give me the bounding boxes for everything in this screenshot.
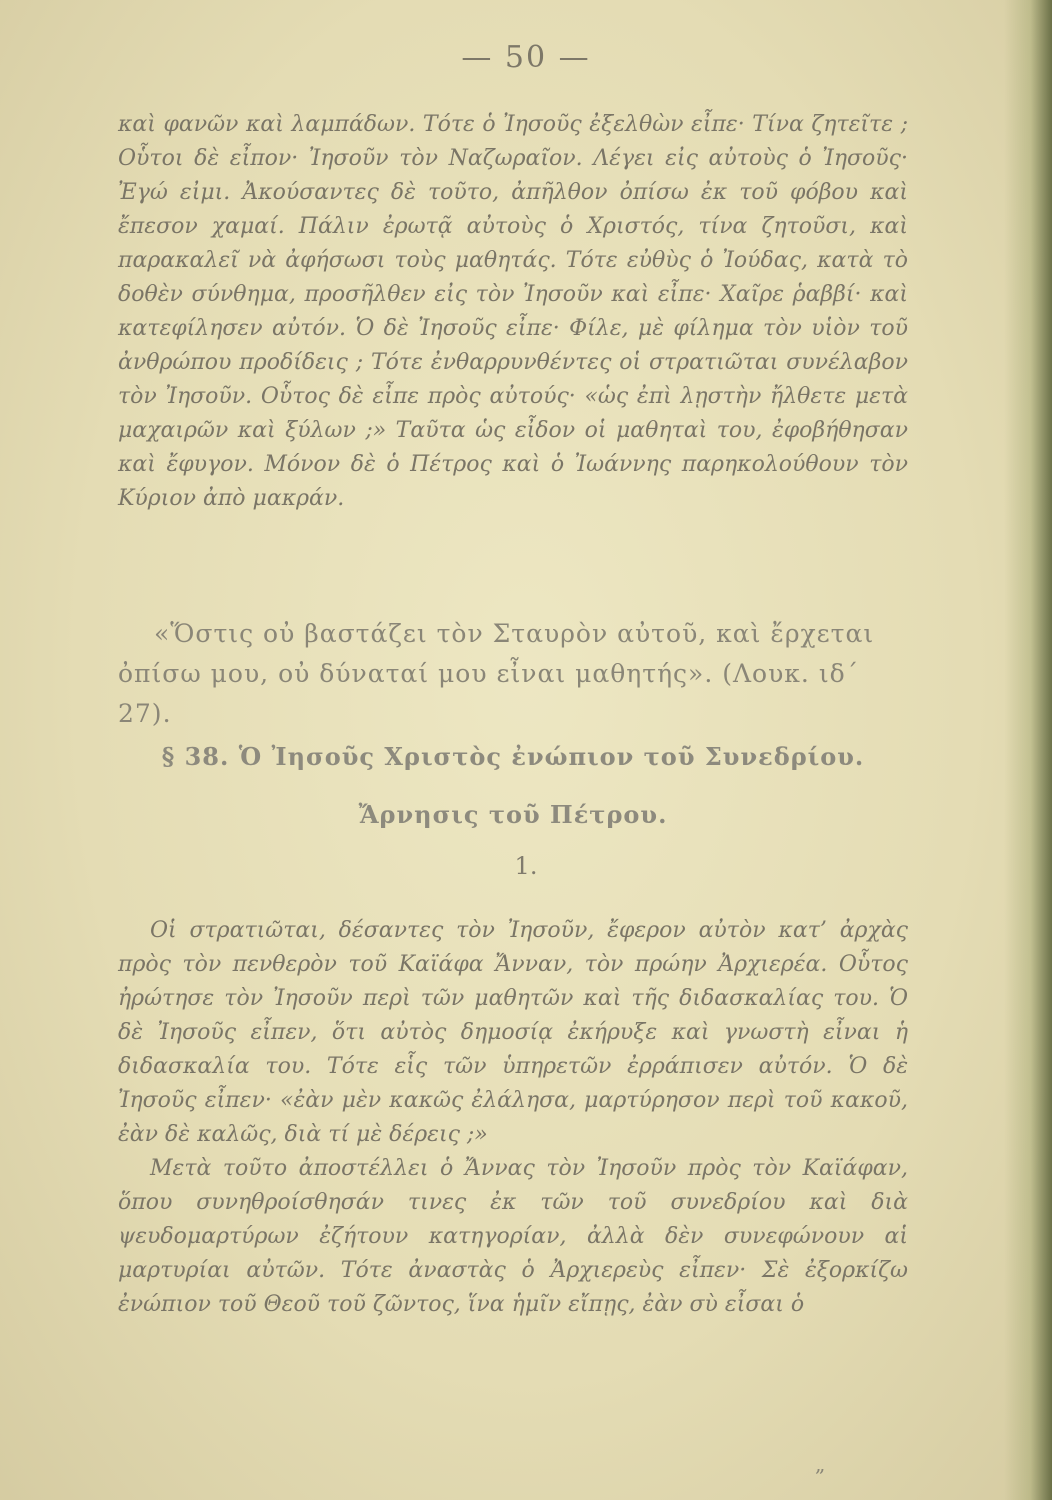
section-title: § 38. Ὁ Ἰησοῦς Χριστὸς ἐνώπιον τοῦ Συνεδρίου.	[161, 742, 865, 771]
body-text-bottom	[118, 914, 908, 1322]
page-binding-edge	[1004, 0, 1052, 1500]
footer-mark: „	[815, 1452, 826, 1476]
section-subtitle: Ἄρνησις τοῦ Πέτρου.	[358, 800, 668, 829]
paragraph-arrest: καὶ φανῶν καὶ λαμπάδων. Τότε ὁ Ἰησοῦς ἐξελθὼν εἶπε· Τίνα ζητεῖτε ; Οὗτοι δὲ εἶπον· Ἰησοῦν τὸν Ναζωραῖον. Λέγει εἰς αὐτοὺς ὁ Ἰησοῦς· Ἐγώ εἰμι. Ἀκούσαντες δὲ τοῦτο, ἀπῆλθον ὀπίσω ἐκ τοῦ φόβου καὶ ἔπεσον χαμαί. Πάλιν ἐρωτᾷ αὐτοὺς ὁ Χριστός, τίνα ζητοῦσι, καὶ παρακαλεῖ νὰ ἀφήσωσι τοὺς μαθητάς. Τότε εὐθὺς ὁ Ἰούδας, κατὰ τὸ δοθὲν σύνθημα, προσῆλθεν εἰς τὸν Ἰησοῦν καὶ εἶπε· Χαῖρε ῥαββί· καὶ κατεφίλησεν αὐτόν. Ὁ δὲ Ἰησοῦς εἶπε· Φίλε, μὲ φίλημα τὸν υἱὸν τοῦ ἀνθρώπου προδίδεις ; Τότε ἐνθαρρυνθέντες οἱ στρατιῶται συνέλαβον τὸν Ἰησοῦν. Οὗτος δὲ εἶπε πρὸς αὐτούς· «ὡς ἐπὶ λῃστὴν ἤλθετε μετὰ μαχαιρῶν καὶ ξύλων ;» Ταῦτα ὡς εἶδον οἱ μαθηταὶ του, ἐφοβήθησαν καὶ ἔφυγον. Μόνον δὲ ὁ Πέτρος καὶ ὁ Ἰωάννης παρηκολούθουν τὸν Κύριον ἀπὸ μακράν.	[118, 112, 908, 511]
subsection-number: 1.	[514, 852, 538, 880]
page-number: — 50 —	[461, 40, 591, 75]
paragraph-caiaphas: Μετὰ τοῦτο ἀποστέλλει ὁ Ἄννας τὸν Ἰησοῦν πρὸς τὸν Καϊάφαν, ὅπου συνηθροίσθησάν τινες ἐκ τῶν τοῦ συνεδρίου καὶ διὰ ψευδομαρτύρων ἐζήτουν κατηγορίαν, ἀλλὰ δὲν συνεφώνουν αἱ μαρτυρίαι αὐτῶν. Τότε ἀναστὰς ὁ Ἀρχιερεὺς εἶπεν· Σὲ ἐξορκίζω ἐνώπιον τοῦ Θεοῦ τοῦ ζῶντος, ἵνα ἡμῖν εἴπῃς, ἐὰν σὺ εἶσαι ὁ	[118, 1156, 908, 1317]
paragraph-annas: Οἱ στρατιῶται, δέσαντες τὸν Ἰησοῦν, ἔφερον αὐτὸν κατ’ ἀρχὰς πρὸς τὸν πενθερὸν τοῦ Καϊάφα Ἄνναν, τὸν πρώην Ἀρχιερέα. Οὗτος ἠρώτησε τὸν Ἰησοῦν περὶ τῶν μαθητῶν καὶ τῆς διδασκαλίας του. Ὁ δὲ Ἰησοῦς εἶπεν, ὅτι αὐτὸς δημοσίᾳ ἐκήρυξε καὶ γνωστὴ εἶναι ἡ διδασκαλία του. Τότε εἷς τῶν ὑπηρετῶν ἐρράπισεν αὐτόν. Ὁ δὲ Ἰησοῦς εἶπεν· «ἐὰν μὲν κακῶς ἐλάλησα, μαρτύρησον περὶ τοῦ κακοῦ, ἐὰν δὲ καλῶς, διὰ τί μὲ δέρεις ;»	[118, 918, 908, 1147]
scripture-quote: «Ὅστις οὐ βαστάζει τὸν Σταυρὸν αὐτοῦ, καὶ ἔρχεται ὀπίσω μου, οὐ δύναταί μου εἶναι μαθητής». (Λουκ. ιδ΄ 27).	[118, 619, 875, 728]
section-heading	[118, 732, 908, 840]
body-text-top	[118, 108, 908, 516]
